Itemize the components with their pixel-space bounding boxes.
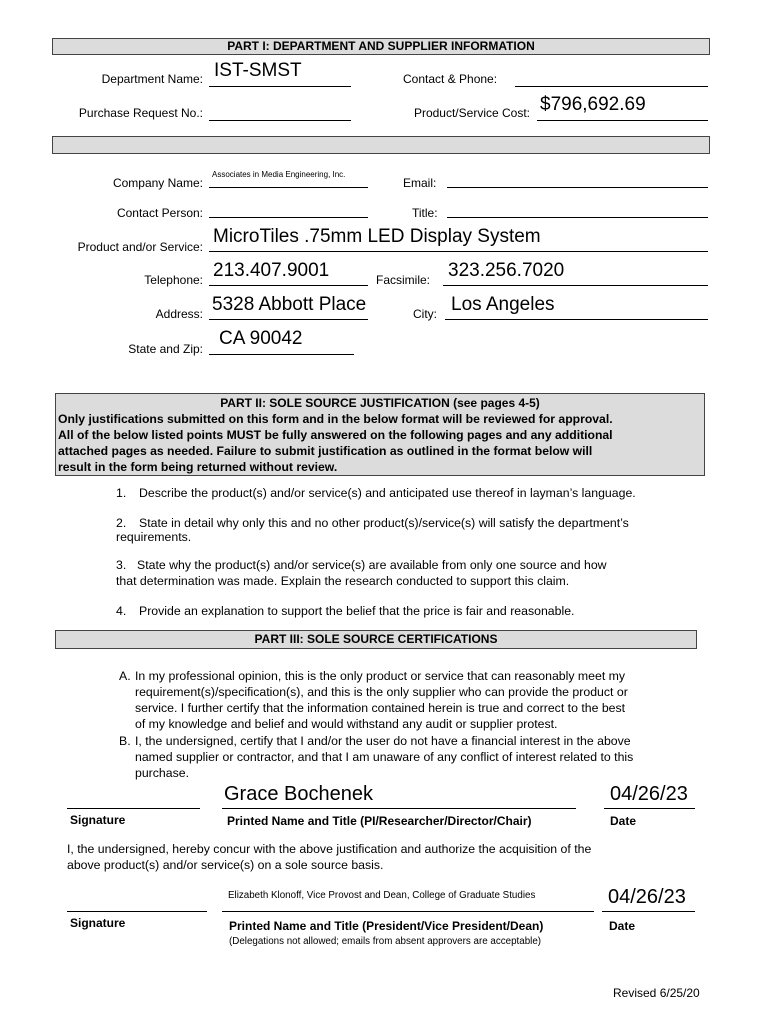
company-name-label: Company Name: bbox=[112, 176, 203, 190]
department-name-value: IST-SMST bbox=[214, 60, 302, 81]
title-label: Title: bbox=[412, 206, 438, 220]
printed-name-2-label: Printed Name and Title (President/Vice President/Dean) bbox=[229, 919, 544, 933]
cert-b-line-3: purchase. bbox=[135, 766, 190, 780]
justification-item-1-number: 1. bbox=[116, 486, 127, 500]
date-2-value: 04/26/23 bbox=[608, 886, 686, 908]
email-field[interactable] bbox=[447, 187, 708, 188]
printed-name-2-field[interactable] bbox=[222, 911, 594, 912]
part2-notice-line-4: result in the form being returned without review. bbox=[58, 460, 338, 474]
justification-item-3-line-2: that determination was made. Explain the research conducted to support this claim. bbox=[116, 574, 570, 588]
signature-1-field[interactable] bbox=[67, 808, 200, 809]
part2-notice-line-1: Only justifications submitted on this form and in the below format will be reviewed for approval. bbox=[58, 412, 613, 426]
address-label: Address: bbox=[155, 307, 203, 321]
justification-item-4: Provide an explanation to support the belief that the price is fair and reasonable. bbox=[139, 604, 575, 618]
title-field[interactable] bbox=[447, 217, 708, 218]
contact-person-field[interactable] bbox=[209, 217, 368, 218]
telephone-label: Telephone: bbox=[144, 273, 203, 287]
date-2-field[interactable] bbox=[602, 911, 695, 912]
printed-name-1-label: Printed Name and Title (PI/Researcher/Director/Chair) bbox=[227, 814, 532, 828]
date-1-label: Date bbox=[610, 814, 637, 828]
part3-title: PART III: SOLE SOURCE CERTIFICATIONS bbox=[254, 632, 498, 646]
signature-2-field[interactable] bbox=[67, 911, 207, 912]
justification-item-3-number: 3. bbox=[116, 558, 127, 572]
company-name-value: Associates in Media Engineering, Inc. bbox=[212, 170, 346, 179]
company-name-field[interactable] bbox=[209, 187, 368, 188]
contact-person-label: Contact Person: bbox=[116, 206, 203, 220]
revised-date: Revised 6/25/20 bbox=[613, 986, 700, 1000]
printed-name-1-field[interactable] bbox=[222, 808, 576, 809]
contact-phone-label: Contact & Phone: bbox=[403, 72, 498, 86]
concur-line-2: above product(s) and/or service(s) on a sole source basis. bbox=[67, 858, 384, 872]
justification-item-3-line-1: State why the product(s) and/or service(s) are available from only one source and how bbox=[137, 558, 607, 572]
facsimile-label: Facsimile: bbox=[376, 273, 431, 287]
date-1-field[interactable] bbox=[604, 808, 695, 809]
facsimile-field[interactable] bbox=[443, 285, 708, 286]
concur-line-1: I, the undersigned, hereby concur with the above justification and authorize the acquisition of the bbox=[67, 842, 592, 856]
justification-item-2-line-1: State in detail why only this and no other product(s)/service(s) will satisfy the department’s bbox=[139, 516, 629, 530]
product-cost-label: Product/Service Cost: bbox=[413, 106, 530, 120]
cert-b-line-1: I, the undersigned, certify that I and/or the user do not have a financial interest in the above bbox=[135, 734, 631, 748]
address-field[interactable] bbox=[209, 319, 368, 320]
cert-b-letter: B. bbox=[119, 734, 131, 748]
part1-title: PART I: DEPARTMENT AND SUPPLIER INFORMATION bbox=[227, 39, 535, 53]
product-service-value: MicroTiles .75mm LED Display System bbox=[213, 226, 541, 247]
product-cost-field[interactable] bbox=[537, 120, 708, 121]
justification-item-2-number: 2. bbox=[116, 516, 127, 530]
part2-title: PART II: SOLE SOURCE JUSTIFICATION (see pages 4-5) bbox=[220, 396, 540, 410]
department-name-field[interactable] bbox=[209, 86, 351, 87]
telephone-value: 213.407.9001 bbox=[213, 260, 330, 281]
justification-item-1: Describe the product(s) and/or service(s) and anticipated use thereof in layman’s language. bbox=[139, 486, 636, 500]
date-1-value: 04/26/23 bbox=[610, 783, 688, 805]
part2-notice-line-2: All of the below listed points MUST be fully answered on the following pages and any additional bbox=[58, 428, 613, 442]
purchase-request-field[interactable] bbox=[209, 120, 351, 121]
cert-a-line-1: In my professional opinion, this is the only product or service that can reasonably meet my bbox=[135, 669, 626, 683]
signature-2-label: Signature bbox=[70, 916, 126, 930]
product-service-field[interactable] bbox=[209, 251, 708, 252]
supplier-header-bar bbox=[52, 136, 710, 154]
facsimile-value: 323.256.7020 bbox=[448, 260, 565, 281]
telephone-field[interactable] bbox=[209, 285, 368, 286]
email-label: Email: bbox=[403, 176, 437, 190]
cert-a-letter: A. bbox=[119, 669, 131, 683]
contact-phone-field[interactable] bbox=[515, 86, 708, 87]
signature-1-label: Signature bbox=[70, 813, 126, 827]
cert-a-line-3: service. I further certify that the information contained herein is true and correct to the best bbox=[135, 701, 626, 715]
cert-a-line-2: requirement(s)/specification(s), and this is the only supplier who can provide the product or bbox=[135, 685, 628, 699]
city-value: Los Angeles bbox=[451, 294, 555, 315]
state-zip-label: State and Zip: bbox=[128, 342, 203, 356]
department-name-label: Department Name: bbox=[101, 72, 203, 86]
product-cost-value: $796,692.69 bbox=[540, 94, 646, 115]
state-zip-value: CA 90042 bbox=[219, 328, 303, 349]
city-field[interactable] bbox=[445, 319, 708, 320]
address-value: 5328 Abbott Place bbox=[212, 294, 367, 315]
date-2-label: Date bbox=[609, 919, 636, 933]
printed-name-2-value: Elizabeth Klonoff, Vice Provost and Dean, College of Graduate Studies bbox=[228, 890, 536, 901]
city-label: City: bbox=[413, 307, 437, 321]
delegation-note: (Delegations not allowed; emails from absent approvers are acceptable) bbox=[229, 936, 542, 947]
cert-b-line-2: named supplier or contractor, and that I am unaware of any conflict of interest related to this bbox=[135, 750, 634, 764]
part2-notice-line-3: attached pages as needed. Failure to submit justification as outlined in the format below will bbox=[58, 444, 593, 458]
printed-name-1-value: Grace Bochenek bbox=[224, 783, 373, 805]
purchase-request-label: Purchase Request No.: bbox=[78, 106, 203, 120]
justification-item-4-number: 4. bbox=[116, 604, 127, 618]
cert-a-line-4: of my knowledge and belief and would withstand any audit or supplier protest. bbox=[135, 717, 558, 731]
state-zip-field[interactable] bbox=[209, 354, 354, 355]
justification-item-2-line-2: requirements. bbox=[116, 530, 192, 544]
product-service-label: Product and/or Service: bbox=[77, 240, 203, 254]
